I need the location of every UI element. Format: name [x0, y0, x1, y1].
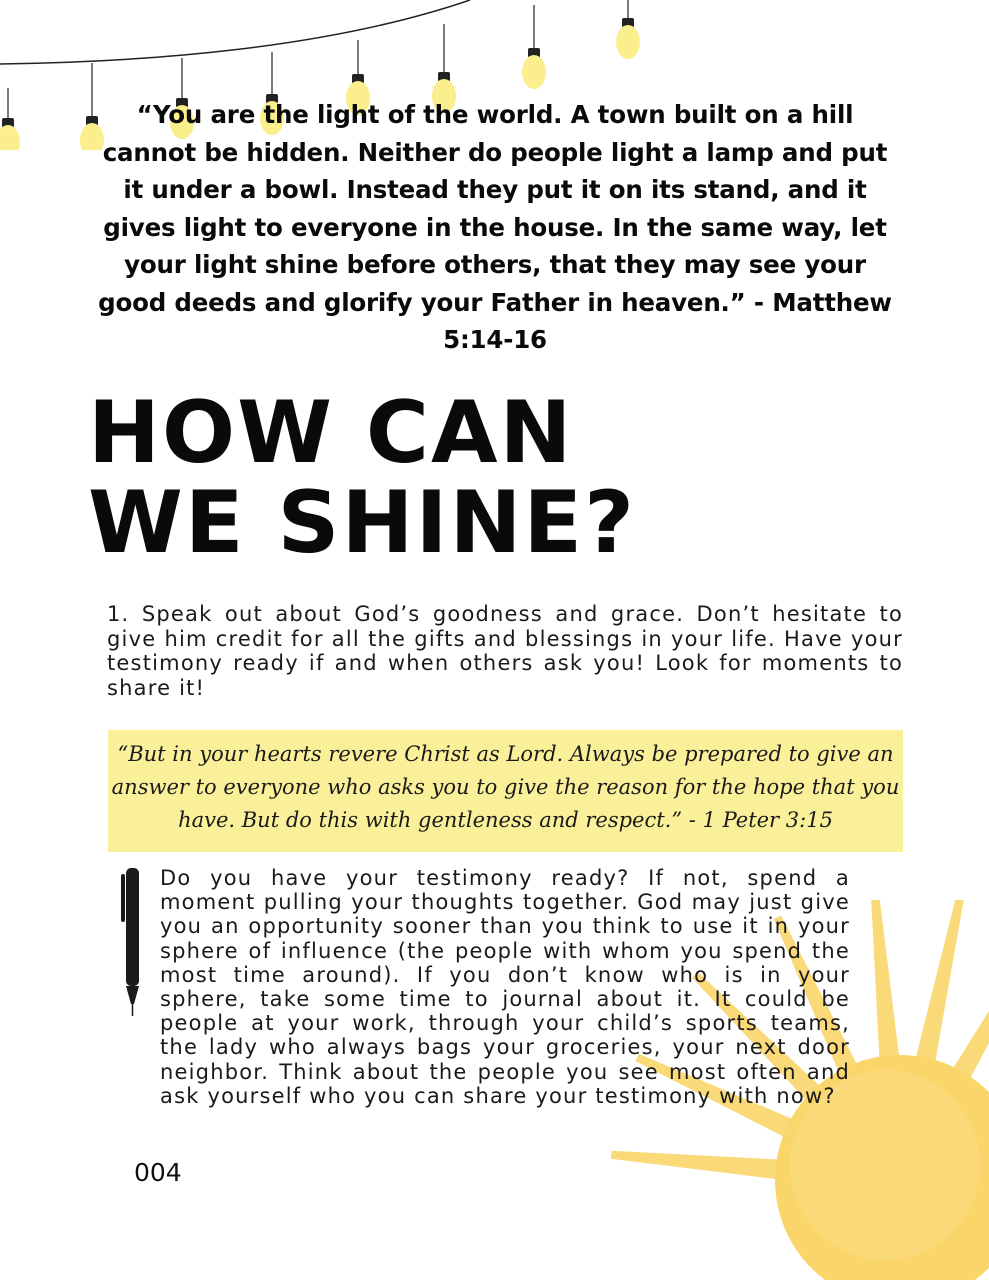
title-line-1: HOW CAN [88, 383, 574, 483]
sun-ray [951, 927, 989, 1081]
page-title [88, 383, 788, 573]
title-line-2: WE SHINE? [88, 473, 637, 573]
light-bulb-icon [0, 125, 20, 150]
sun-ray [915, 900, 964, 1065]
light-bulb-icon [616, 25, 640, 59]
peter-quote: “But in your hearts revere Christ as Lord. Always be prepared to give an answer to everyone who asks you to give the reason for the hope that you have. But do this with gentleness and respect.” - 1 Peter 3:15 [111, 742, 900, 832]
scripture-verse: “You are the light of the world. A town built on a hill cannot be hidden. Neither do people light a lamp and put it under a bowl. Instead they put it on its stand, and it gives light to everyone in the house. In the same way, let your light shine before others, that they may see your good deeds and glorify your Father in heaven.” - Matthew 5:14-16 [98, 100, 892, 354]
page-number: 004 [134, 1158, 182, 1187]
sun-ray [611, 1151, 782, 1180]
sun-ray [871, 900, 900, 1061]
light-bulb-icon [522, 55, 546, 89]
highlighted-quote-box [108, 730, 903, 852]
journal-paragraph: Do you have your testimony ready? If not, spend a moment pulling your thoughts together. God may just give you an opportunity sooner than you think to use it in your sphere of influence (the people with whom you spend the most time around). If you don’t know who is in your sphere, take some time to journal about it. It could be people at your work, through your child’s sports teams, the lady who always bags your groceries, your next door neighbor. Think about the people you see most often and ask yourself who you can share your testimony with now? [160, 866, 850, 1108]
point-one-paragraph: 1. Speak out about God’s goodness and grace. Don’t hesitate to give him credit for all the gifts and blessings in your life. Have your testimony ready if and when others ask you! Look for moments to share it! [107, 602, 903, 700]
pen-icon [116, 864, 148, 1019]
